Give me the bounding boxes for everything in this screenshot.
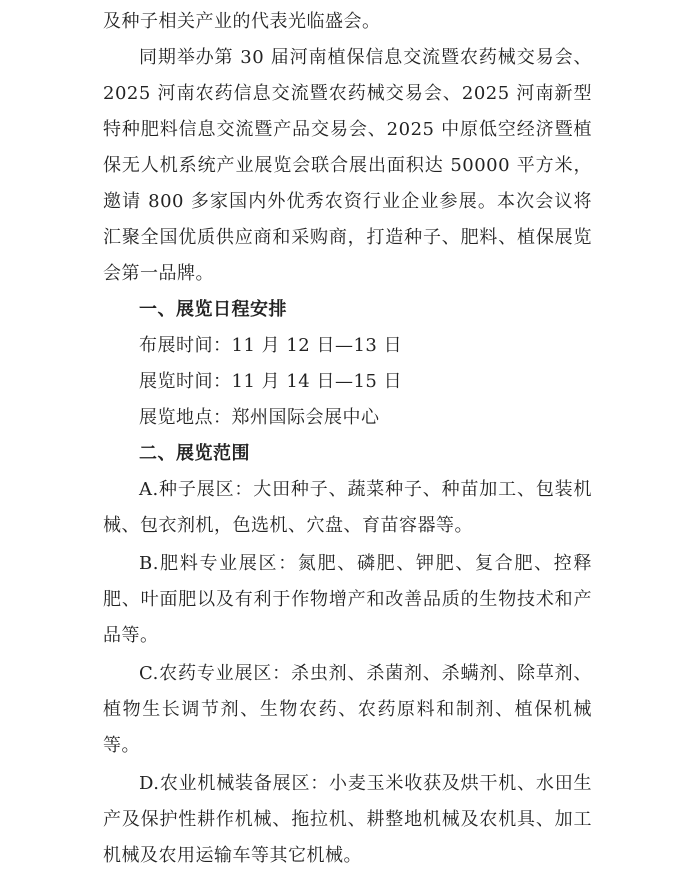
setup-time: 布展时间：11 月 12 日—13 日 <box>139 335 403 356</box>
intro-paragraph: 同期举办第 30 届河南植保信息交流暨农药械交易会、2025 河南农药信息交流暨农药械交易会、2025 河南新型特种肥料信息交流暨产品交易会、2025 中原低空经济暨植保无人机系统产业展览会联合展出面积达 50000 平方米，邀请 800 多家国内外优秀农资行业企业参展。本次会议将汇聚全国优质供应商和采购商，打造种子、肥料、植保展览会第一品牌。 <box>103 47 592 284</box>
exhibition-venue: 展览地点：郑州国际会展中心 <box>139 407 380 428</box>
scope-item-fertilizer: B.肥料专业展区：氮肥、磷肥、钾肥、复合肥、控释肥、叶面肥以及有利于作物增产和改善品质的生物技术和产品等。 <box>103 553 592 646</box>
continuation-paragraph: 及种子相关产业的代表光临盛会。 <box>103 11 381 32</box>
exhibition-time: 展览时间：11 月 14 日—15 日 <box>139 371 403 392</box>
scope-item-machinery: D.农业机械装备展区：小麦玉米收获及烘干机、水田生产及保护性耕作机械、拖拉机、耕整地机械及农机具、加工机械及农用运输车等其它机械。 <box>103 773 592 866</box>
section-heading-schedule: 一、展览日程安排 <box>139 299 287 320</box>
scope-item-seeds: A.种子展区：大田种子、蔬菜种子、种苗加工、包装机械、包衣剂机，色选机、穴盘、育苗容器等。 <box>103 479 592 536</box>
section-heading-scope: 二、展览范围 <box>139 443 250 464</box>
scope-item-pesticide: C.农药专业展区：杀虫剂、杀菌剂、杀螨剂、除草剂、植物生长调节剂、生物农药、农药原料和制剂、植保机械等。 <box>103 663 592 756</box>
